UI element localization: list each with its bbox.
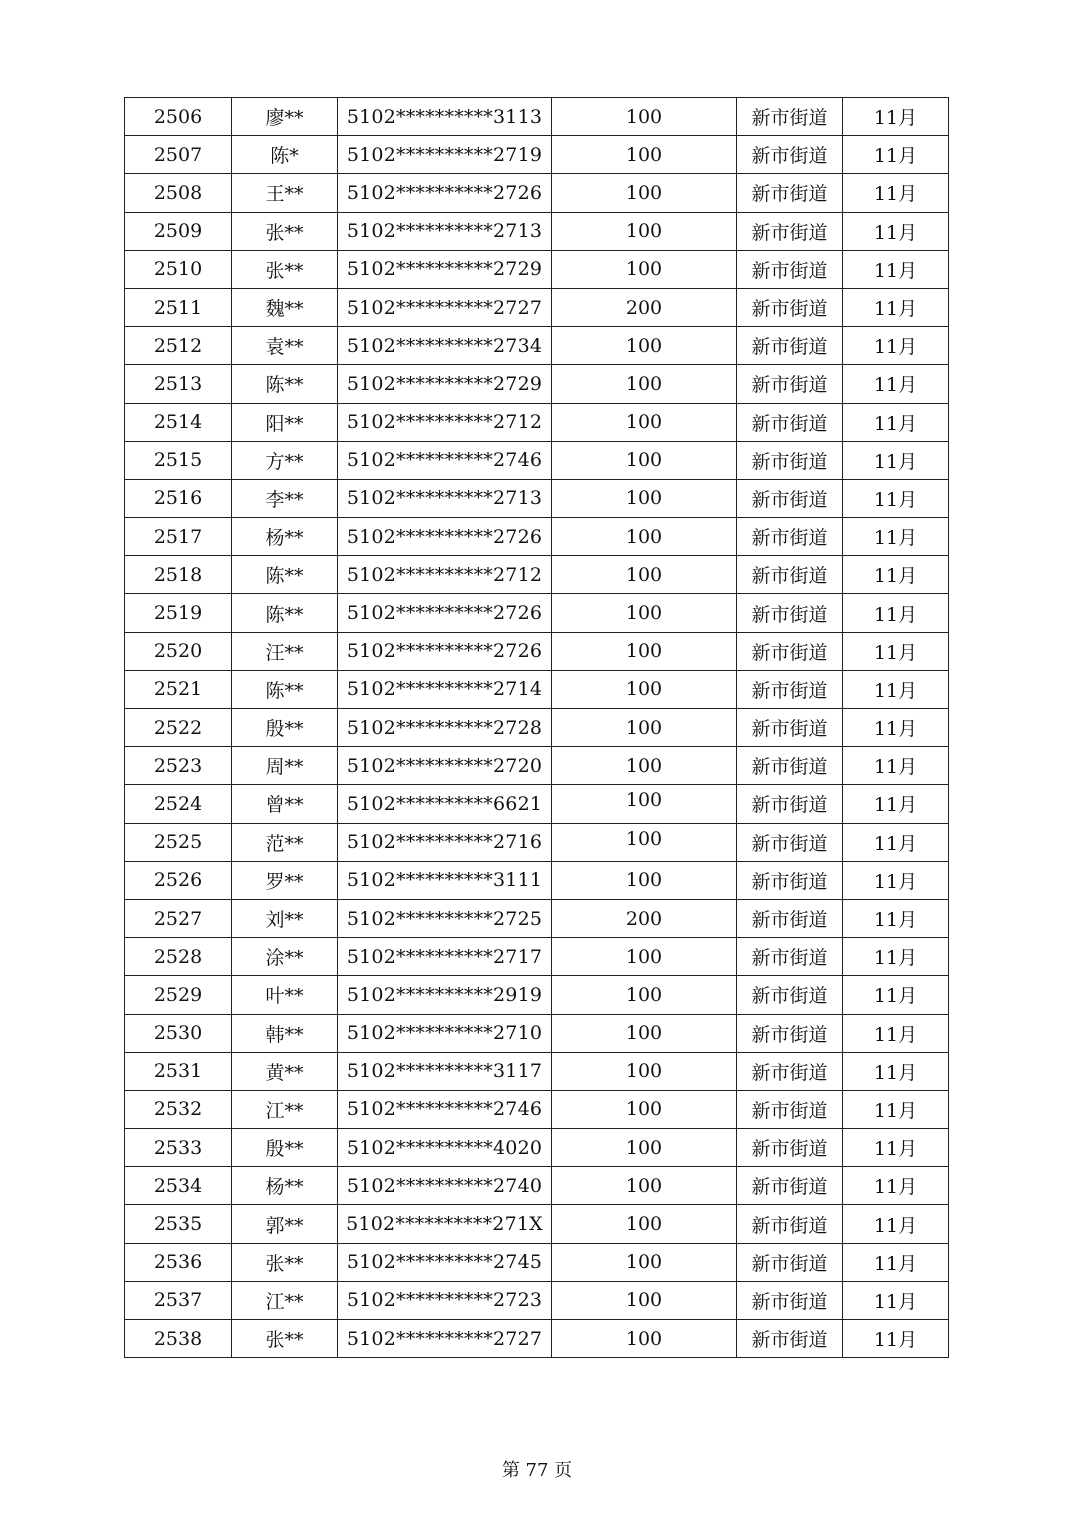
cell-number: 2534 bbox=[125, 1167, 232, 1205]
cell-month: 11月 bbox=[843, 670, 949, 708]
table-row bbox=[125, 174, 949, 212]
cell-amount: 100 bbox=[552, 518, 737, 556]
cell-id-number: 5102**********2745 bbox=[338, 1243, 552, 1281]
cell-number: 2516 bbox=[125, 479, 232, 517]
cell-street: 新市街道 bbox=[737, 250, 843, 288]
cell-name: 陈* bbox=[232, 136, 338, 174]
cell-street: 新市街道 bbox=[737, 556, 843, 594]
table-row bbox=[125, 1090, 949, 1128]
cell-street: 新市街道 bbox=[737, 670, 843, 708]
cell-street: 新市街道 bbox=[737, 1090, 843, 1128]
table-row bbox=[125, 1052, 949, 1090]
cell-amount: 100 bbox=[552, 327, 737, 365]
cell-number: 2530 bbox=[125, 1014, 232, 1052]
cell-month: 11月 bbox=[843, 136, 949, 174]
cell-street: 新市街道 bbox=[737, 365, 843, 403]
cell-amount: 100 bbox=[552, 136, 737, 174]
cell-number: 2524 bbox=[125, 785, 232, 823]
cell-name: 袁** bbox=[232, 327, 338, 365]
cell-month: 11月 bbox=[843, 1090, 949, 1128]
cell-month: 11月 bbox=[843, 250, 949, 288]
cell-name: 黄** bbox=[232, 1052, 338, 1090]
cell-street: 新市街道 bbox=[737, 747, 843, 785]
table-body bbox=[125, 98, 949, 1358]
cell-month: 11月 bbox=[843, 1281, 949, 1319]
cell-amount: 100 bbox=[552, 670, 737, 708]
cell-street: 新市街道 bbox=[737, 938, 843, 976]
cell-amount: 100 bbox=[552, 174, 737, 212]
cell-id-number: 5102**********2729 bbox=[338, 250, 552, 288]
cell-id-number: 5102**********2726 bbox=[338, 632, 552, 670]
cell-street: 新市街道 bbox=[737, 212, 843, 250]
cell-month: 11月 bbox=[843, 365, 949, 403]
table-row bbox=[125, 250, 949, 288]
cell-number: 2526 bbox=[125, 861, 232, 899]
cell-amount: 100 bbox=[552, 785, 737, 823]
cell-street: 新市街道 bbox=[737, 823, 843, 861]
cell-id-number: 5102**********2713 bbox=[338, 479, 552, 517]
cell-number: 2529 bbox=[125, 976, 232, 1014]
cell-name: 汪** bbox=[232, 632, 338, 670]
cell-month: 11月 bbox=[843, 403, 949, 441]
cell-number: 2536 bbox=[125, 1243, 232, 1281]
cell-amount: 100 bbox=[552, 1281, 737, 1319]
cell-number: 2523 bbox=[125, 747, 232, 785]
cell-name: 江** bbox=[232, 1281, 338, 1319]
cell-month: 11月 bbox=[843, 518, 949, 556]
table-row bbox=[125, 518, 949, 556]
cell-number: 2537 bbox=[125, 1281, 232, 1319]
cell-amount: 100 bbox=[552, 1243, 737, 1281]
cell-name: 方** bbox=[232, 441, 338, 479]
cell-number: 2532 bbox=[125, 1090, 232, 1128]
cell-amount: 100 bbox=[552, 594, 737, 632]
cell-name: 王** bbox=[232, 174, 338, 212]
cell-number: 2535 bbox=[125, 1205, 232, 1243]
cell-street: 新市街道 bbox=[737, 899, 843, 937]
cell-id-number: 5102**********2729 bbox=[338, 365, 552, 403]
cell-id-number: 5102**********2723 bbox=[338, 1281, 552, 1319]
cell-name: 张** bbox=[232, 250, 338, 288]
cell-street: 新市街道 bbox=[737, 403, 843, 441]
cell-street: 新市街道 bbox=[737, 1281, 843, 1319]
cell-amount: 100 bbox=[552, 1014, 737, 1052]
cell-id-number: 5102**********3111 bbox=[338, 861, 552, 899]
cell-name: 廖** bbox=[232, 98, 338, 136]
cell-id-number: 5102**********2734 bbox=[338, 327, 552, 365]
cell-number: 2531 bbox=[125, 1052, 232, 1090]
cell-number: 2521 bbox=[125, 670, 232, 708]
cell-month: 11月 bbox=[843, 212, 949, 250]
cell-amount: 100 bbox=[552, 747, 737, 785]
table-row bbox=[125, 365, 949, 403]
cell-name: 周** bbox=[232, 747, 338, 785]
cell-name: 杨** bbox=[232, 1167, 338, 1205]
cell-street: 新市街道 bbox=[737, 327, 843, 365]
cell-id-number: 5102**********2716 bbox=[338, 823, 552, 861]
cell-number: 2509 bbox=[125, 212, 232, 250]
cell-month: 11月 bbox=[843, 1205, 949, 1243]
table-row bbox=[125, 1320, 949, 1358]
cell-street: 新市街道 bbox=[737, 1014, 843, 1052]
table-row bbox=[125, 1167, 949, 1205]
table-row bbox=[125, 288, 949, 326]
cell-street: 新市街道 bbox=[737, 288, 843, 326]
table-row bbox=[125, 938, 949, 976]
cell-month: 11月 bbox=[843, 441, 949, 479]
cell-id-number: 5102**********2726 bbox=[338, 594, 552, 632]
cell-id-number: 5102**********2719 bbox=[338, 136, 552, 174]
cell-amount: 100 bbox=[552, 1052, 737, 1090]
cell-amount: 100 bbox=[552, 709, 737, 747]
table-row bbox=[125, 709, 949, 747]
cell-month: 11月 bbox=[843, 479, 949, 517]
cell-month: 11月 bbox=[843, 823, 949, 861]
cell-id-number: 5102**********2919 bbox=[338, 976, 552, 1014]
table-row bbox=[125, 1243, 949, 1281]
cell-street: 新市街道 bbox=[737, 976, 843, 1014]
cell-month: 11月 bbox=[843, 899, 949, 937]
cell-street: 新市街道 bbox=[737, 479, 843, 517]
cell-amount: 100 bbox=[552, 1090, 737, 1128]
table-row bbox=[125, 976, 949, 1014]
cell-name: 魏** bbox=[232, 288, 338, 326]
cell-name: 涂** bbox=[232, 938, 338, 976]
cell-amount: 100 bbox=[552, 556, 737, 594]
cell-id-number: 5102**********2726 bbox=[338, 518, 552, 556]
cell-street: 新市街道 bbox=[737, 1129, 843, 1167]
cell-id-number: 5102**********2740 bbox=[338, 1167, 552, 1205]
cell-amount: 200 bbox=[552, 288, 737, 326]
cell-street: 新市街道 bbox=[737, 1052, 843, 1090]
cell-number: 2527 bbox=[125, 899, 232, 937]
cell-name: 曾** bbox=[232, 785, 338, 823]
cell-amount: 100 bbox=[552, 1205, 737, 1243]
cell-amount: 100 bbox=[552, 212, 737, 250]
cell-number: 2518 bbox=[125, 556, 232, 594]
table-row bbox=[125, 1281, 949, 1319]
cell-id-number: 5102**********2725 bbox=[338, 899, 552, 937]
cell-name: 张** bbox=[232, 1320, 338, 1358]
cell-number: 2507 bbox=[125, 136, 232, 174]
cell-name: 杨** bbox=[232, 518, 338, 556]
cell-month: 11月 bbox=[843, 98, 949, 136]
cell-name: 刘** bbox=[232, 899, 338, 937]
cell-name: 罗** bbox=[232, 861, 338, 899]
cell-number: 2522 bbox=[125, 709, 232, 747]
cell-amount: 100 bbox=[552, 1320, 737, 1358]
cell-name: 李** bbox=[232, 479, 338, 517]
table-row bbox=[125, 1014, 949, 1052]
cell-street: 新市街道 bbox=[737, 594, 843, 632]
table-row bbox=[125, 823, 949, 861]
cell-street: 新市街道 bbox=[737, 174, 843, 212]
table-row bbox=[125, 136, 949, 174]
table-row bbox=[125, 594, 949, 632]
cell-amount: 100 bbox=[552, 441, 737, 479]
cell-number: 2511 bbox=[125, 288, 232, 326]
table-row bbox=[125, 212, 949, 250]
cell-id-number: 5102**********2717 bbox=[338, 938, 552, 976]
cell-name: 江** bbox=[232, 1090, 338, 1128]
cell-number: 2519 bbox=[125, 594, 232, 632]
records-table bbox=[124, 97, 949, 1358]
cell-amount: 100 bbox=[552, 250, 737, 288]
cell-month: 11月 bbox=[843, 556, 949, 594]
cell-amount: 100 bbox=[552, 365, 737, 403]
table-row bbox=[125, 1129, 949, 1167]
cell-id-number: 5102**********271X bbox=[338, 1205, 552, 1243]
cell-name: 郭** bbox=[232, 1205, 338, 1243]
table-row bbox=[125, 785, 949, 823]
cell-name: 叶** bbox=[232, 976, 338, 1014]
cell-number: 2508 bbox=[125, 174, 232, 212]
cell-number: 2538 bbox=[125, 1320, 232, 1358]
cell-month: 11月 bbox=[843, 785, 949, 823]
cell-month: 11月 bbox=[843, 174, 949, 212]
table-row bbox=[125, 1205, 949, 1243]
cell-id-number: 5102**********2712 bbox=[338, 556, 552, 594]
cell-number: 2506 bbox=[125, 98, 232, 136]
cell-id-number: 5102**********2714 bbox=[338, 670, 552, 708]
cell-number: 2514 bbox=[125, 403, 232, 441]
cell-month: 11月 bbox=[843, 1052, 949, 1090]
table-row bbox=[125, 403, 949, 441]
cell-amount: 100 bbox=[552, 938, 737, 976]
cell-id-number: 5102**********2727 bbox=[338, 288, 552, 326]
cell-amount: 100 bbox=[552, 479, 737, 517]
table-row bbox=[125, 556, 949, 594]
cell-number: 2513 bbox=[125, 365, 232, 403]
cell-id-number: 5102**********3117 bbox=[338, 1052, 552, 1090]
cell-street: 新市街道 bbox=[737, 709, 843, 747]
cell-name: 陈** bbox=[232, 594, 338, 632]
cell-number: 2525 bbox=[125, 823, 232, 861]
cell-number: 2520 bbox=[125, 632, 232, 670]
cell-amount: 100 bbox=[552, 98, 737, 136]
cell-month: 11月 bbox=[843, 1014, 949, 1052]
cell-id-number: 5102**********3113 bbox=[338, 98, 552, 136]
cell-month: 11月 bbox=[843, 1129, 949, 1167]
cell-id-number: 5102**********2746 bbox=[338, 441, 552, 479]
cell-month: 11月 bbox=[843, 1243, 949, 1281]
cell-street: 新市街道 bbox=[737, 98, 843, 136]
cell-number: 2515 bbox=[125, 441, 232, 479]
cell-number: 2533 bbox=[125, 1129, 232, 1167]
cell-amount: 100 bbox=[552, 632, 737, 670]
cell-amount: 100 bbox=[552, 976, 737, 1014]
cell-number: 2517 bbox=[125, 518, 232, 556]
cell-month: 11月 bbox=[843, 632, 949, 670]
cell-street: 新市街道 bbox=[737, 1320, 843, 1358]
cell-street: 新市街道 bbox=[737, 1243, 843, 1281]
cell-month: 11月 bbox=[843, 976, 949, 1014]
cell-street: 新市街道 bbox=[737, 518, 843, 556]
cell-name: 范** bbox=[232, 823, 338, 861]
table-row bbox=[125, 479, 949, 517]
cell-amount: 100 bbox=[552, 861, 737, 899]
cell-amount: 200 bbox=[552, 899, 737, 937]
cell-amount: 100 bbox=[552, 1167, 737, 1205]
cell-name: 殷** bbox=[232, 709, 338, 747]
cell-id-number: 5102**********2726 bbox=[338, 174, 552, 212]
cell-amount: 100 bbox=[552, 403, 737, 441]
table-row bbox=[125, 899, 949, 937]
cell-id-number: 5102**********2720 bbox=[338, 747, 552, 785]
cell-id-number: 5102**********2727 bbox=[338, 1320, 552, 1358]
cell-name: 陈** bbox=[232, 556, 338, 594]
cell-id-number: 5102**********2710 bbox=[338, 1014, 552, 1052]
cell-month: 11月 bbox=[843, 594, 949, 632]
cell-id-number: 5102**********4020 bbox=[338, 1129, 552, 1167]
cell-name: 陈** bbox=[232, 365, 338, 403]
cell-name: 张** bbox=[232, 1243, 338, 1281]
cell-id-number: 5102**********6621 bbox=[338, 785, 552, 823]
cell-name: 张** bbox=[232, 212, 338, 250]
cell-month: 11月 bbox=[843, 327, 949, 365]
table-row bbox=[125, 632, 949, 670]
cell-street: 新市街道 bbox=[737, 1167, 843, 1205]
cell-street: 新市街道 bbox=[737, 861, 843, 899]
cell-street: 新市街道 bbox=[737, 441, 843, 479]
cell-id-number: 5102**********2728 bbox=[338, 709, 552, 747]
cell-name: 阳** bbox=[232, 403, 338, 441]
cell-id-number: 5102**********2713 bbox=[338, 212, 552, 250]
table-row bbox=[125, 670, 949, 708]
cell-street: 新市街道 bbox=[737, 785, 843, 823]
table-row bbox=[125, 327, 949, 365]
cell-month: 11月 bbox=[843, 709, 949, 747]
cell-name: 韩** bbox=[232, 1014, 338, 1052]
cell-month: 11月 bbox=[843, 861, 949, 899]
cell-month: 11月 bbox=[843, 938, 949, 976]
cell-amount: 100 bbox=[552, 1129, 737, 1167]
cell-number: 2528 bbox=[125, 938, 232, 976]
table-row bbox=[125, 98, 949, 136]
cell-street: 新市街道 bbox=[737, 632, 843, 670]
cell-number: 2512 bbox=[125, 327, 232, 365]
cell-month: 11月 bbox=[843, 747, 949, 785]
cell-amount: 100 bbox=[552, 823, 737, 861]
cell-month: 11月 bbox=[843, 1167, 949, 1205]
cell-name: 殷** bbox=[232, 1129, 338, 1167]
table-row bbox=[125, 441, 949, 479]
cell-street: 新市街道 bbox=[737, 1205, 843, 1243]
table-row bbox=[125, 861, 949, 899]
table-row bbox=[125, 747, 949, 785]
cell-month: 11月 bbox=[843, 1320, 949, 1358]
cell-id-number: 5102**********2712 bbox=[338, 403, 552, 441]
cell-month: 11月 bbox=[843, 288, 949, 326]
cell-street: 新市街道 bbox=[737, 136, 843, 174]
cell-id-number: 5102**********2746 bbox=[338, 1090, 552, 1128]
cell-name: 陈** bbox=[232, 670, 338, 708]
cell-number: 2510 bbox=[125, 250, 232, 288]
page-number: 第 77 页 bbox=[501, 1460, 573, 1481]
